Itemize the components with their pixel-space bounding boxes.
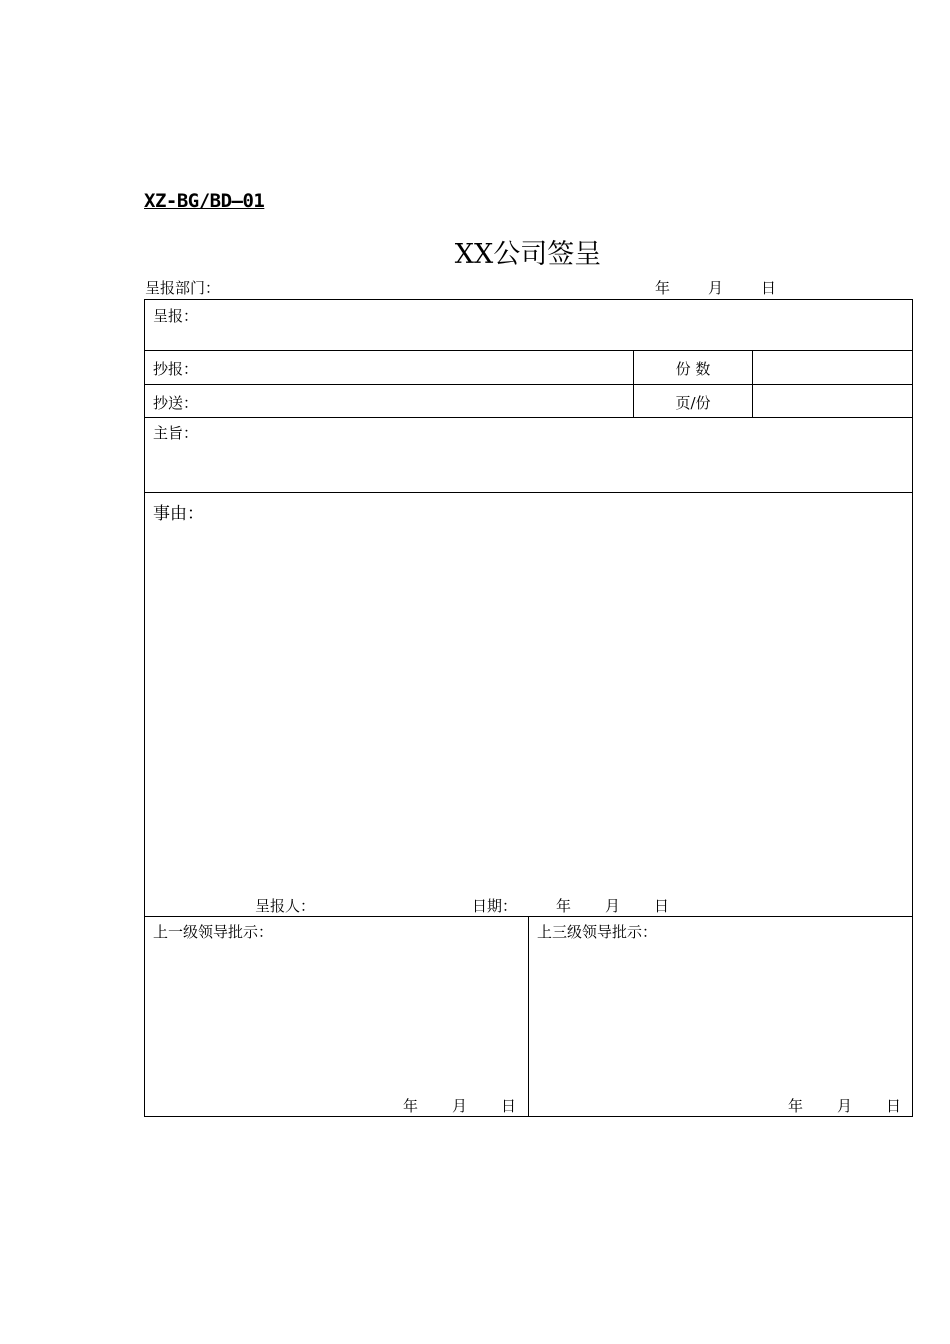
table-line	[752, 350, 753, 417]
header-year: 年	[655, 279, 671, 297]
approval-right-date	[788, 1097, 901, 1115]
header-date	[655, 279, 776, 297]
reason-date-label: 日期：	[472, 897, 518, 915]
approval-right-year: 年	[788, 1097, 804, 1115]
subject-label: 主旨：	[153, 424, 199, 442]
approval-left-date	[403, 1097, 516, 1115]
form-code: XZ-BG/BD—01	[144, 190, 265, 212]
copies-label: 份 数	[675, 360, 711, 378]
table-line	[528, 916, 529, 1116]
header-month: 月	[708, 279, 724, 297]
reason-date	[556, 897, 669, 915]
table-line	[144, 417, 913, 418]
submit-to-label: 呈报：	[153, 307, 199, 325]
approval-right-label: 上三级领导批示：	[537, 923, 658, 941]
reason-month: 月	[605, 897, 621, 915]
dept-label: 呈报部门：	[145, 279, 221, 297]
reason-label: 事由：	[153, 504, 204, 524]
table-border-top	[144, 299, 913, 300]
table-line	[144, 384, 913, 385]
reason-year: 年	[556, 897, 572, 915]
send-to-label: 抄送：	[153, 394, 199, 412]
reason-day: 日	[654, 897, 670, 915]
header-day: 日	[761, 279, 777, 297]
approval-right-day: 日	[886, 1097, 902, 1115]
table-line	[144, 350, 913, 351]
page-title: XX公司签呈	[454, 239, 602, 270]
copy-to-label: 抄报：	[153, 360, 199, 378]
table-border-left	[144, 299, 145, 1117]
approval-right-month: 月	[837, 1097, 853, 1115]
pages-label: 页/份	[675, 394, 711, 412]
table-border-bottom	[144, 1116, 913, 1117]
approval-left-day: 日	[501, 1097, 517, 1115]
table-border-right	[912, 299, 913, 1117]
submitter-label: 呈报人：	[255, 897, 316, 915]
approval-left-label: 上一级领导批示：	[153, 923, 274, 941]
table-line	[144, 492, 913, 493]
approval-left-year: 年	[403, 1097, 419, 1115]
approval-left-month: 月	[452, 1097, 468, 1115]
